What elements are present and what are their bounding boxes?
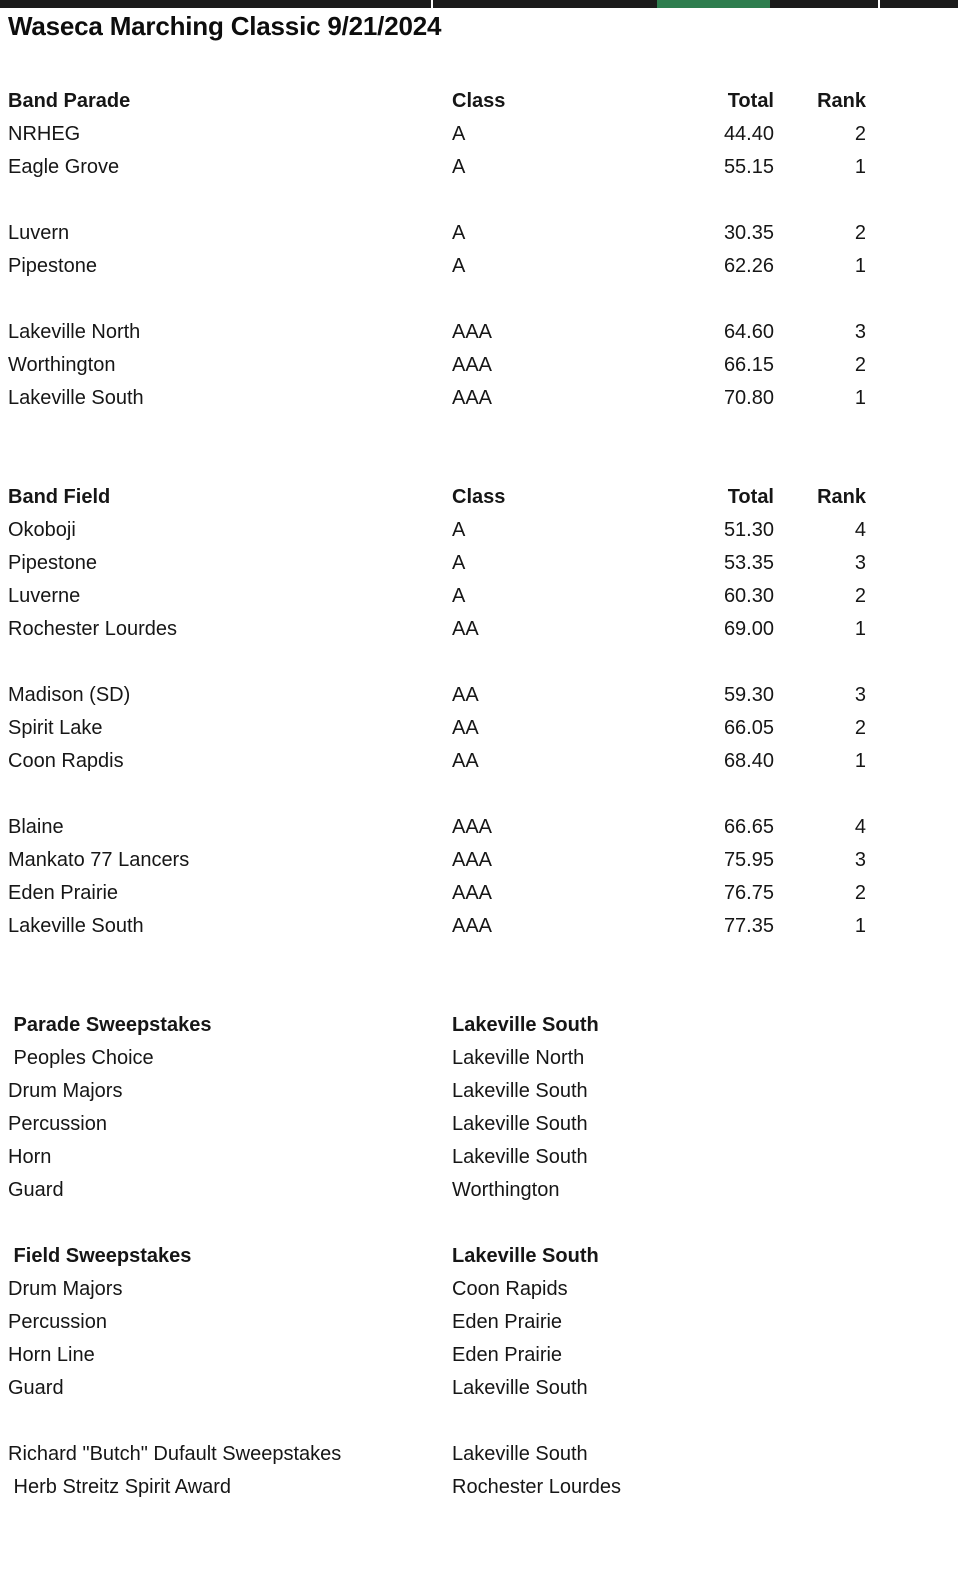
award-label: Richard "Butch" Dufault Sweepstakes <box>8 1443 342 1465</box>
band-rank: 2 <box>854 354 866 376</box>
band-rank: 2 <box>854 882 866 904</box>
award-row <box>0 1174 958 1207</box>
award-winner: Coon Rapids <box>452 1278 568 1300</box>
band-rank: 3 <box>854 849 866 871</box>
award-label: Drum Majors <box>8 1080 123 1102</box>
band-total-score: 62.26 <box>723 255 774 277</box>
band-class: A <box>452 156 466 178</box>
band-total-score: 55.15 <box>723 156 774 178</box>
award-label: Drum Majors <box>8 1278 123 1300</box>
band-rank: 2 <box>854 585 866 607</box>
table-header-row <box>0 85 958 118</box>
band-name: Luverne <box>8 585 81 607</box>
award-row <box>0 1372 958 1405</box>
table-row <box>0 844 958 877</box>
award-label: Herb Streitz Spirit Award <box>8 1476 232 1498</box>
total-column-header: Total <box>727 486 774 508</box>
band-total-score: 66.05 <box>723 717 774 739</box>
band-name: Mankato 77 Lancers <box>8 849 190 871</box>
band-class: A <box>452 123 466 145</box>
band-total-score: 76.75 <box>723 882 774 904</box>
table-row <box>0 349 958 382</box>
band-total-score: 51.30 <box>723 519 774 541</box>
award-label: Percussion <box>8 1113 107 1135</box>
spacer-row <box>0 184 958 217</box>
top-bar-gap <box>431 0 433 8</box>
band-total-score: 44.40 <box>723 123 774 145</box>
award-label: Guard <box>8 1179 64 1201</box>
award-winner: Rochester Lourdes <box>452 1476 621 1498</box>
band-rank: 1 <box>854 156 866 178</box>
table-row <box>0 316 958 349</box>
award-winner: Lakeville South <box>452 1146 588 1168</box>
award-winner: Lakeville South <box>452 1014 599 1036</box>
award-label: Parade Sweepstakes <box>8 1014 212 1036</box>
band-class: AAA <box>452 915 493 937</box>
award-label: Horn <box>8 1146 52 1168</box>
band-name: Lakeville South <box>8 387 144 409</box>
band-class: A <box>452 519 466 541</box>
band-rank: 4 <box>854 519 866 541</box>
table-row <box>0 250 958 283</box>
band-class: AA <box>452 717 479 739</box>
table-row <box>0 745 958 778</box>
band-class: A <box>452 585 466 607</box>
band-class: A <box>452 222 466 244</box>
band-total-score: 77.35 <box>723 915 774 937</box>
band-class: AA <box>452 750 479 772</box>
table-row <box>0 811 958 844</box>
award-label: Field Sweepstakes <box>8 1245 192 1267</box>
band-name: Eagle Grove <box>8 156 120 178</box>
band-rank: 1 <box>854 750 866 772</box>
band-class: A <box>452 255 466 277</box>
award-label: Percussion <box>8 1311 107 1333</box>
table-row <box>0 910 958 943</box>
table-row <box>0 580 958 613</box>
table-row <box>0 712 958 745</box>
spacer-row <box>0 1207 958 1240</box>
award-row <box>0 1042 958 1075</box>
table-row <box>0 151 958 184</box>
band-total-score: 69.00 <box>723 618 774 640</box>
award-winner: Lakeville South <box>452 1080 588 1102</box>
award-row <box>0 1273 958 1306</box>
spacer-row <box>0 778 958 811</box>
section-title: Band Field <box>8 486 111 508</box>
class-column-header: Class <box>452 90 506 112</box>
award-winner: Worthington <box>452 1179 560 1201</box>
award-row <box>0 1240 958 1273</box>
top-bar-green-segment <box>657 0 770 8</box>
award-label: Guard <box>8 1377 64 1399</box>
band-rank: 2 <box>854 222 866 244</box>
award-winner: Lakeville South <box>452 1377 588 1399</box>
band-class: AAA <box>452 321 493 343</box>
table-row <box>0 118 958 151</box>
section-title: Band Parade <box>8 90 131 112</box>
spacer-row <box>0 283 958 316</box>
spacer-row <box>0 943 958 976</box>
table-row <box>0 679 958 712</box>
band-class: A <box>452 552 466 574</box>
band-total-score: 75.95 <box>723 849 774 871</box>
award-row <box>0 1075 958 1108</box>
band-name: Lakeville South <box>8 915 144 937</box>
band-total-score: 70.80 <box>723 387 774 409</box>
band-rank: 3 <box>854 552 866 574</box>
award-winner: Eden Prairie <box>452 1311 563 1333</box>
total-column-header: Total <box>727 90 774 112</box>
band-name: Okoboji <box>8 519 76 541</box>
award-row <box>0 1009 958 1042</box>
band-rank: 1 <box>854 255 866 277</box>
rank-column-header: Rank <box>817 486 866 508</box>
band-total-score: 66.15 <box>723 354 774 376</box>
top-bar-gap <box>878 0 880 8</box>
band-name: Rochester Lourdes <box>8 618 177 640</box>
band-name: Coon Rapdis <box>8 750 124 772</box>
award-row <box>0 1306 958 1339</box>
band-name: Madison (SD) <box>8 684 131 706</box>
band-rank: 2 <box>854 123 866 145</box>
band-name: Eden Prairie <box>8 882 119 904</box>
spacer-row <box>0 415 958 448</box>
band-rank: 1 <box>854 915 866 937</box>
award-winner: Lakeville North <box>452 1047 585 1069</box>
results-rows <box>0 85 958 1504</box>
band-name: Spirit Lake <box>8 717 103 739</box>
band-total-score: 30.35 <box>723 222 774 244</box>
band-name: Worthington <box>8 354 116 376</box>
award-winner: Eden Prairie <box>452 1344 563 1366</box>
award-winner: Lakeville South <box>452 1245 599 1267</box>
table-row <box>0 547 958 580</box>
band-total-score: 53.35 <box>723 552 774 574</box>
award-label: Horn Line <box>8 1344 95 1366</box>
rank-column-header: Rank <box>817 90 866 112</box>
band-class: AA <box>452 684 479 706</box>
band-rank: 1 <box>854 387 866 409</box>
band-rank: 2 <box>854 717 866 739</box>
award-row <box>0 1141 958 1174</box>
band-total-score: 66.65 <box>723 816 774 838</box>
table-header-row <box>0 481 958 514</box>
band-class: AA <box>452 618 479 640</box>
band-total-score: 59.30 <box>723 684 774 706</box>
award-row <box>0 1438 958 1471</box>
table-row <box>0 217 958 250</box>
award-row <box>0 1471 958 1504</box>
band-rank: 1 <box>854 618 866 640</box>
top-border-bar <box>0 0 958 8</box>
award-winner: Lakeville South <box>452 1113 588 1135</box>
table-row <box>0 382 958 415</box>
spacer-row <box>0 448 958 481</box>
band-total-score: 64.60 <box>723 321 774 343</box>
page-title: Waseca Marching Classic 9/21/2024 <box>8 11 442 41</box>
table-row <box>0 514 958 547</box>
band-name: Blaine <box>8 816 64 838</box>
band-name: Pipestone <box>8 255 97 277</box>
table-row <box>0 877 958 910</box>
award-winner: Lakeville South <box>452 1443 588 1465</box>
band-name: Lakeville North <box>8 321 141 343</box>
band-name: NRHEG <box>8 123 81 145</box>
spacer-row <box>0 976 958 1009</box>
band-class: AAA <box>452 387 493 409</box>
table-row <box>0 613 958 646</box>
band-rank: 3 <box>854 684 866 706</box>
band-name: Luvern <box>8 222 70 244</box>
band-total-score: 60.30 <box>723 585 774 607</box>
spacer-row <box>0 646 958 679</box>
band-class: AAA <box>452 816 493 838</box>
band-class: AAA <box>452 354 493 376</box>
band-class: AAA <box>452 849 493 871</box>
award-row <box>0 1108 958 1141</box>
band-rank: 3 <box>854 321 866 343</box>
band-rank: 4 <box>854 816 866 838</box>
band-name: Pipestone <box>8 552 97 574</box>
award-label: Peoples Choice <box>8 1047 154 1069</box>
class-column-header: Class <box>452 486 506 508</box>
spacer-row <box>0 1405 958 1438</box>
award-row <box>0 1339 958 1372</box>
band-class: AAA <box>452 882 493 904</box>
band-total-score: 68.40 <box>723 750 774 772</box>
